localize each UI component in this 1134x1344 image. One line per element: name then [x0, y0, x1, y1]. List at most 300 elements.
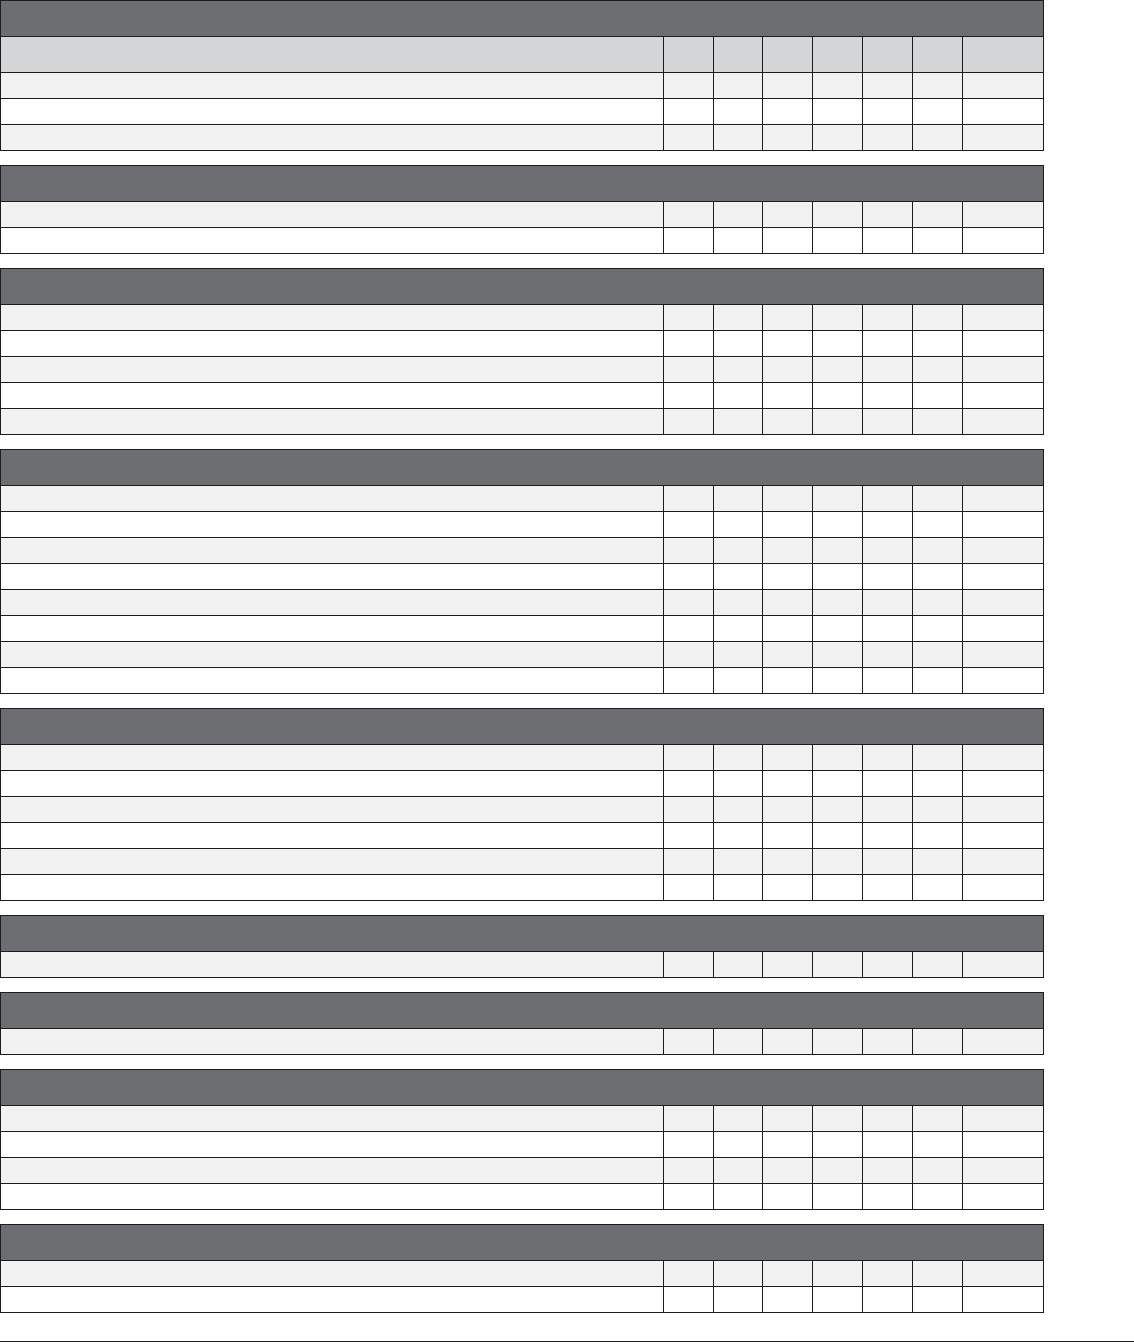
entry-cell[interactable] — [664, 642, 714, 667]
entry-cell[interactable] — [913, 875, 963, 900]
entry-cell[interactable] — [863, 1106, 913, 1131]
entry-cell[interactable] — [763, 99, 813, 124]
entry-cell[interactable] — [714, 202, 763, 227]
entry-cell[interactable] — [714, 331, 763, 356]
entry-cell[interactable] — [913, 1184, 963, 1209]
entry-cell[interactable] — [963, 797, 1043, 822]
entry-cell[interactable] — [664, 875, 714, 900]
entry-cell[interactable] — [714, 409, 763, 434]
entry-cell[interactable] — [714, 125, 763, 150]
entry-cell[interactable] — [664, 952, 714, 977]
entry-cell[interactable] — [913, 1106, 963, 1131]
entry-cell[interactable] — [913, 823, 963, 848]
entry-cell[interactable] — [863, 1261, 913, 1286]
entry-cell[interactable] — [714, 1132, 763, 1157]
entry-cell[interactable] — [963, 849, 1043, 874]
entry-cell[interactable] — [714, 486, 763, 511]
table-row — [1, 771, 1043, 797]
entry-cell[interactable] — [913, 642, 963, 667]
entry-cell[interactable] — [664, 1261, 714, 1286]
entry-cell[interactable] — [963, 383, 1043, 408]
entry-cell[interactable] — [714, 745, 763, 770]
entry-cell[interactable] — [763, 357, 813, 382]
entry-cell[interactable] — [813, 512, 863, 537]
entry-cell[interactable] — [863, 99, 913, 124]
entry-cell[interactable] — [714, 823, 763, 848]
entry-cell[interactable] — [763, 125, 813, 150]
entry-cell[interactable] — [763, 952, 813, 977]
entry-cell[interactable] — [963, 1261, 1043, 1286]
entry-cell[interactable] — [963, 668, 1043, 693]
table-section — [0, 992, 1044, 1055]
entry-cell[interactable] — [714, 512, 763, 537]
entry-cell[interactable] — [863, 331, 913, 356]
section-header — [1, 916, 1043, 952]
table-row — [1, 73, 1043, 99]
entry-cell[interactable] — [813, 331, 863, 356]
entry-cell[interactable] — [963, 331, 1043, 356]
entry-cell[interactable] — [963, 1287, 1043, 1312]
entry-cell[interactable] — [714, 642, 763, 667]
entry-cell[interactable] — [664, 512, 714, 537]
entry-cell[interactable] — [714, 383, 763, 408]
entry-cell[interactable] — [963, 564, 1043, 589]
entry-cell[interactable] — [863, 73, 913, 98]
entry-cell[interactable] — [664, 99, 714, 124]
entry-cell[interactable] — [863, 1287, 913, 1312]
section-table — [0, 915, 1044, 978]
item-cell — [1, 745, 664, 770]
entry-cell[interactable] — [963, 1029, 1043, 1054]
entry-cell[interactable] — [863, 797, 913, 822]
entry-cell[interactable] — [863, 875, 913, 900]
entry-cell[interactable] — [763, 1287, 813, 1312]
item-cell — [1, 1158, 664, 1183]
entry-cell[interactable] — [763, 383, 813, 408]
column-header-cell — [863, 37, 913, 72]
entry-cell[interactable] — [913, 202, 963, 227]
column-header-row — [1, 37, 1043, 73]
column-header-cell — [963, 37, 1043, 72]
entry-cell[interactable] — [813, 409, 863, 434]
entry-cell[interactable] — [813, 797, 863, 822]
entry-cell[interactable] — [913, 73, 963, 98]
entry-cell[interactable] — [913, 590, 963, 615]
entry-cell[interactable] — [763, 512, 813, 537]
entry-cell[interactable] — [913, 1287, 963, 1312]
section-table — [0, 0, 1044, 151]
entry-cell[interactable] — [763, 538, 813, 563]
item-cell — [1, 1106, 664, 1131]
entry-cell[interactable] — [863, 125, 913, 150]
entry-cell[interactable] — [913, 228, 963, 253]
entry-cell[interactable] — [813, 745, 863, 770]
entry-cell[interactable] — [813, 125, 863, 150]
entry-cell[interactable] — [863, 849, 913, 874]
entry-cell[interactable] — [813, 357, 863, 382]
section-header — [1, 1070, 1043, 1106]
entry-cell[interactable] — [763, 797, 813, 822]
table-section — [0, 165, 1044, 254]
table-section — [0, 268, 1044, 435]
entry-cell[interactable] — [664, 228, 714, 253]
entry-cell[interactable] — [913, 564, 963, 589]
entry-cell[interactable] — [813, 228, 863, 253]
entry-cell[interactable] — [714, 1029, 763, 1054]
entry-cell[interactable] — [963, 125, 1043, 150]
entry-cell[interactable] — [664, 305, 714, 330]
entry-cell[interactable] — [863, 616, 913, 641]
section-header — [1, 709, 1043, 745]
section-header — [1, 993, 1043, 1029]
table-row — [1, 1287, 1043, 1313]
entry-cell[interactable] — [664, 1029, 714, 1054]
entry-cell[interactable] — [813, 1158, 863, 1183]
entry-cell[interactable] — [664, 797, 714, 822]
entry-cell[interactable] — [913, 409, 963, 434]
entry-cell[interactable] — [763, 1029, 813, 1054]
section-header — [1, 269, 1043, 305]
entry-cell[interactable] — [763, 771, 813, 796]
entry-cell[interactable] — [763, 409, 813, 434]
entry-cell[interactable] — [813, 590, 863, 615]
entry-cell[interactable] — [714, 1287, 763, 1312]
entry-cell[interactable] — [913, 125, 963, 150]
item-cell — [1, 823, 664, 848]
entry-cell[interactable] — [813, 952, 863, 977]
column-header-cell — [913, 37, 963, 72]
entry-cell[interactable] — [813, 1287, 863, 1312]
table-section — [0, 915, 1044, 978]
entry-cell[interactable] — [664, 486, 714, 511]
entry-cell[interactable] — [863, 228, 913, 253]
entry-cell[interactable] — [863, 383, 913, 408]
entry-cell[interactable] — [963, 486, 1043, 511]
item-cell — [1, 1132, 664, 1157]
entry-cell[interactable] — [763, 228, 813, 253]
item-cell — [1, 875, 664, 900]
entry-cell[interactable] — [763, 331, 813, 356]
entry-cell[interactable] — [664, 1158, 714, 1183]
entry-cell[interactable] — [813, 538, 863, 563]
entry-cell[interactable] — [664, 616, 714, 641]
entry-cell[interactable] — [664, 383, 714, 408]
entry-cell[interactable] — [714, 228, 763, 253]
entry-cell[interactable] — [963, 616, 1043, 641]
entry-cell[interactable] — [963, 771, 1043, 796]
entry-cell[interactable] — [863, 538, 913, 563]
entry-cell[interactable] — [913, 849, 963, 874]
entry-cell[interactable] — [714, 849, 763, 874]
entry-cell[interactable] — [763, 849, 813, 874]
entry-cell[interactable] — [714, 1106, 763, 1131]
entry-cell[interactable] — [763, 745, 813, 770]
entry-cell[interactable] — [664, 1287, 714, 1312]
table-row — [1, 823, 1043, 849]
table-row — [1, 538, 1043, 564]
entry-cell[interactable] — [963, 590, 1043, 615]
item-cell — [1, 590, 664, 615]
table-row — [1, 564, 1043, 590]
section-header — [1, 166, 1043, 202]
entry-cell[interactable] — [863, 564, 913, 589]
entry-cell[interactable] — [763, 823, 813, 848]
entry-cell[interactable] — [963, 952, 1043, 977]
entry-cell[interactable] — [664, 1106, 714, 1131]
section-header — [1, 1, 1043, 37]
entry-cell[interactable] — [963, 73, 1043, 98]
entry-cell[interactable] — [913, 383, 963, 408]
entry-cell[interactable] — [813, 383, 863, 408]
entry-cell[interactable] — [913, 668, 963, 693]
entry-cell[interactable] — [763, 1132, 813, 1157]
entry-cell[interactable] — [863, 512, 913, 537]
entry-cell[interactable] — [913, 99, 963, 124]
entry-cell[interactable] — [963, 305, 1043, 330]
table-row — [1, 1132, 1043, 1158]
item-cell — [1, 305, 664, 330]
section-header — [1, 450, 1043, 486]
entry-cell[interactable] — [913, 305, 963, 330]
entry-cell[interactable] — [763, 202, 813, 227]
entry-cell[interactable] — [813, 668, 863, 693]
entry-cell[interactable] — [863, 409, 913, 434]
entry-cell[interactable] — [714, 357, 763, 382]
table-row — [1, 590, 1043, 616]
entry-cell[interactable] — [813, 849, 863, 874]
entry-cell[interactable] — [963, 512, 1043, 537]
entry-cell[interactable] — [664, 357, 714, 382]
entry-cell[interactable] — [714, 99, 763, 124]
entry-cell[interactable] — [913, 357, 963, 382]
entry-cell[interactable] — [714, 668, 763, 693]
entry-cell[interactable] — [813, 771, 863, 796]
entry-cell[interactable] — [913, 512, 963, 537]
entry-cell[interactable] — [763, 305, 813, 330]
item-cell — [1, 797, 664, 822]
entry-cell[interactable] — [863, 745, 913, 770]
entry-cell[interactable] — [664, 125, 714, 150]
entry-cell[interactable] — [664, 202, 714, 227]
table-section — [0, 449, 1044, 694]
entry-cell[interactable] — [863, 952, 913, 977]
entry-cell[interactable] — [813, 1106, 863, 1131]
entry-cell[interactable] — [963, 538, 1043, 563]
section-table — [0, 708, 1044, 901]
table-section — [0, 1069, 1044, 1210]
entry-cell[interactable] — [714, 1158, 763, 1183]
entry-cell[interactable] — [913, 1029, 963, 1054]
entry-cell[interactable] — [863, 668, 913, 693]
entry-cell[interactable] — [813, 1029, 863, 1054]
column-header-cell — [1, 37, 664, 72]
entry-cell[interactable] — [963, 1184, 1043, 1209]
table-row — [1, 797, 1043, 823]
item-cell — [1, 564, 664, 589]
item-cell — [1, 771, 664, 796]
entry-cell[interactable] — [813, 1261, 863, 1286]
entry-cell[interactable] — [664, 409, 714, 434]
entry-cell[interactable] — [813, 99, 863, 124]
entry-cell[interactable] — [913, 745, 963, 770]
entry-cell[interactable] — [963, 202, 1043, 227]
entry-cell[interactable] — [913, 1261, 963, 1286]
entry-cell[interactable] — [863, 1158, 913, 1183]
column-header-cell — [813, 37, 863, 72]
entry-cell[interactable] — [863, 1029, 913, 1054]
section-table — [0, 165, 1044, 254]
item-cell — [1, 952, 664, 977]
entry-cell[interactable] — [913, 1132, 963, 1157]
entry-cell[interactable] — [863, 771, 913, 796]
item-cell — [1, 357, 664, 382]
entry-cell[interactable] — [763, 1158, 813, 1183]
entry-cell[interactable] — [963, 1158, 1043, 1183]
entry-cell[interactable] — [913, 486, 963, 511]
table-section — [0, 1224, 1044, 1313]
entry-cell[interactable] — [763, 564, 813, 589]
table-row — [1, 668, 1043, 694]
entry-cell[interactable] — [963, 357, 1043, 382]
entry-cell[interactable] — [763, 1184, 813, 1209]
entry-cell[interactable] — [863, 357, 913, 382]
entry-cell[interactable] — [863, 823, 913, 848]
entry-cell[interactable] — [863, 1184, 913, 1209]
entry-cell[interactable] — [963, 1106, 1043, 1131]
entry-cell[interactable] — [813, 73, 863, 98]
entry-cell[interactable] — [863, 486, 913, 511]
table-row — [1, 745, 1043, 771]
entry-cell[interactable] — [813, 823, 863, 848]
item-cell — [1, 1261, 664, 1286]
table-row — [1, 1106, 1043, 1132]
section-table — [0, 1224, 1044, 1313]
entry-cell[interactable] — [963, 228, 1043, 253]
entry-cell[interactable] — [763, 486, 813, 511]
entry-cell[interactable] — [714, 771, 763, 796]
entry-cell[interactable] — [664, 73, 714, 98]
entry-cell[interactable] — [664, 331, 714, 356]
entry-cell[interactable] — [763, 616, 813, 641]
entry-cell[interactable] — [763, 668, 813, 693]
entry-cell[interactable] — [813, 564, 863, 589]
entry-cell[interactable] — [963, 1132, 1043, 1157]
entry-cell[interactable] — [813, 875, 863, 900]
entry-cell[interactable] — [963, 409, 1043, 434]
item-cell — [1, 409, 664, 434]
entry-cell[interactable] — [913, 616, 963, 641]
entry-cell[interactable] — [863, 305, 913, 330]
entry-cell[interactable] — [913, 797, 963, 822]
item-cell — [1, 228, 664, 253]
entry-cell[interactable] — [664, 1132, 714, 1157]
entry-cell[interactable] — [664, 668, 714, 693]
item-cell — [1, 849, 664, 874]
table-row — [1, 1261, 1043, 1287]
section-table — [0, 992, 1044, 1055]
entry-cell[interactable] — [664, 823, 714, 848]
entry-cell[interactable] — [763, 642, 813, 667]
entry-cell[interactable] — [963, 823, 1043, 848]
entry-cell[interactable] — [813, 1184, 863, 1209]
entry-cell[interactable] — [913, 331, 963, 356]
entry-cell[interactable] — [664, 849, 714, 874]
table-row — [1, 849, 1043, 875]
entry-cell[interactable] — [863, 590, 913, 615]
entry-cell[interactable] — [913, 952, 963, 977]
entry-cell[interactable] — [714, 305, 763, 330]
entry-cell[interactable] — [913, 538, 963, 563]
section-table — [0, 268, 1044, 435]
item-cell — [1, 1184, 664, 1209]
entry-cell[interactable] — [763, 73, 813, 98]
entry-cell[interactable] — [664, 1184, 714, 1209]
entry-cell[interactable] — [714, 797, 763, 822]
entry-cell[interactable] — [813, 616, 863, 641]
entry-cell[interactable] — [863, 642, 913, 667]
item-cell — [1, 202, 664, 227]
entry-cell[interactable] — [813, 642, 863, 667]
table-row — [1, 875, 1043, 901]
entry-cell[interactable] — [963, 642, 1043, 667]
entry-cell[interactable] — [963, 875, 1043, 900]
entry-cell[interactable] — [714, 564, 763, 589]
entry-cell[interactable] — [813, 486, 863, 511]
entry-cell[interactable] — [763, 875, 813, 900]
entry-cell[interactable] — [714, 875, 763, 900]
entry-cell[interactable] — [763, 1261, 813, 1286]
table-row — [1, 357, 1043, 383]
entry-cell[interactable] — [763, 1106, 813, 1131]
column-header-cell — [714, 37, 763, 72]
entry-cell[interactable] — [714, 538, 763, 563]
entry-cell[interactable] — [963, 99, 1043, 124]
item-cell — [1, 616, 664, 641]
item-cell — [1, 125, 664, 150]
table-row — [1, 486, 1043, 512]
entry-cell[interactable] — [664, 771, 714, 796]
footer-rule — [0, 1341, 1134, 1342]
entry-cell[interactable] — [664, 590, 714, 615]
entry-cell[interactable] — [863, 202, 913, 227]
table-row — [1, 642, 1043, 668]
entry-cell[interactable] — [813, 1132, 863, 1157]
entry-cell[interactable] — [664, 745, 714, 770]
table-row — [1, 125, 1043, 151]
entry-cell[interactable] — [714, 1184, 763, 1209]
section-table — [0, 449, 1044, 694]
entry-cell[interactable] — [714, 952, 763, 977]
entry-cell[interactable] — [813, 305, 863, 330]
entry-cell[interactable] — [813, 202, 863, 227]
entry-cell[interactable] — [714, 1261, 763, 1286]
entry-cell[interactable] — [913, 771, 963, 796]
entry-cell[interactable] — [963, 745, 1043, 770]
entry-cell[interactable] — [714, 616, 763, 641]
entry-cell[interactable] — [664, 538, 714, 563]
entry-cell[interactable] — [714, 590, 763, 615]
entry-cell[interactable] — [763, 590, 813, 615]
entry-cell[interactable] — [714, 73, 763, 98]
table-row — [1, 99, 1043, 125]
entry-cell[interactable] — [863, 1132, 913, 1157]
entry-cell[interactable] — [913, 1158, 963, 1183]
section-header — [1, 1225, 1043, 1261]
section-table — [0, 1069, 1044, 1210]
table-row — [1, 202, 1043, 228]
table-row — [1, 383, 1043, 409]
entry-cell[interactable] — [664, 564, 714, 589]
